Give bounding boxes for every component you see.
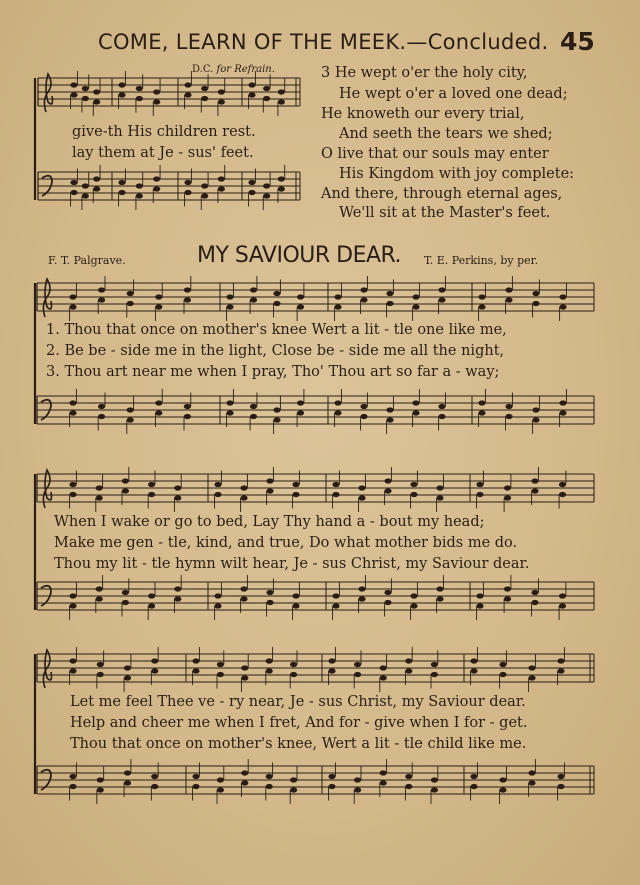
note-head bbox=[278, 186, 285, 191]
note-head bbox=[151, 668, 158, 673]
note-head bbox=[214, 482, 221, 487]
note-head bbox=[358, 596, 365, 601]
note-head bbox=[96, 586, 103, 591]
note-head bbox=[122, 600, 129, 605]
note-head bbox=[476, 482, 483, 487]
top-lyric-line: lay them at Je - sus' feet. bbox=[72, 145, 254, 161]
note-head bbox=[431, 672, 438, 677]
note-head bbox=[136, 193, 143, 198]
note-head bbox=[405, 784, 412, 789]
note-head bbox=[380, 665, 387, 670]
note-head bbox=[266, 658, 273, 663]
note-head bbox=[532, 407, 539, 412]
note-head bbox=[122, 590, 129, 595]
note-head bbox=[332, 603, 339, 608]
note-head bbox=[273, 407, 280, 412]
note-head bbox=[412, 400, 419, 405]
note-head bbox=[201, 193, 208, 198]
note-head bbox=[438, 297, 445, 302]
note-head bbox=[297, 304, 304, 309]
note-head bbox=[218, 89, 225, 94]
note-head bbox=[334, 400, 341, 405]
note-head bbox=[124, 675, 131, 680]
note-head bbox=[127, 301, 134, 306]
note-head bbox=[559, 492, 566, 497]
note-head bbox=[405, 668, 412, 673]
verse3-line: 3 He wept o'er the holy city, bbox=[321, 65, 528, 81]
note-head bbox=[531, 590, 538, 595]
note-head bbox=[410, 492, 417, 497]
note-head bbox=[248, 190, 255, 195]
note-head bbox=[184, 190, 191, 195]
note-head bbox=[174, 495, 181, 500]
note-head bbox=[240, 495, 247, 500]
note-head bbox=[248, 82, 255, 87]
note-head bbox=[217, 777, 224, 782]
note-head bbox=[263, 183, 270, 188]
note-head bbox=[250, 297, 257, 302]
note-head bbox=[384, 590, 391, 595]
note-head bbox=[266, 784, 273, 789]
verse3-line: He knoweth our every trial, bbox=[321, 106, 525, 122]
note-head bbox=[155, 410, 162, 415]
note-head bbox=[69, 482, 76, 487]
note-head bbox=[192, 784, 199, 789]
note-head bbox=[292, 482, 299, 487]
note-head bbox=[226, 410, 233, 415]
note-head bbox=[478, 400, 485, 405]
note-head bbox=[380, 780, 387, 785]
note-head bbox=[69, 658, 76, 663]
note-head bbox=[384, 478, 391, 483]
system1-lyric-line: 3. Thou art near me when I pray, Tho' Thou art so far a - way; bbox=[46, 364, 500, 380]
note-head bbox=[241, 665, 248, 670]
note-head bbox=[328, 774, 335, 779]
note-head bbox=[70, 82, 77, 87]
note-head bbox=[155, 400, 162, 405]
note-head bbox=[127, 291, 134, 296]
note-head bbox=[273, 301, 280, 306]
note-head bbox=[504, 485, 511, 490]
note-head bbox=[241, 675, 248, 680]
note-head bbox=[431, 787, 438, 792]
system1-lyric-line: 2. Be be - side me in the light, Close be - side me all the night, bbox=[46, 343, 505, 359]
note-head bbox=[124, 770, 131, 775]
note-head bbox=[118, 190, 125, 195]
note-head bbox=[136, 96, 143, 101]
note-head bbox=[478, 410, 485, 415]
note-head bbox=[122, 488, 129, 493]
note-head bbox=[153, 176, 160, 181]
note-head bbox=[278, 176, 285, 181]
note-head bbox=[354, 672, 361, 677]
note-head bbox=[266, 668, 273, 673]
note-head bbox=[297, 294, 304, 299]
note-head bbox=[69, 668, 76, 673]
note-head bbox=[153, 186, 160, 191]
note-head bbox=[184, 92, 191, 97]
note-head bbox=[505, 414, 512, 419]
note-head bbox=[386, 407, 393, 412]
note-head bbox=[360, 287, 367, 292]
note-head bbox=[386, 417, 393, 422]
note-head bbox=[557, 784, 564, 789]
note-head bbox=[148, 603, 155, 608]
note-head bbox=[69, 294, 76, 299]
note-head bbox=[436, 596, 443, 601]
note-head bbox=[250, 404, 257, 409]
note-head bbox=[127, 407, 134, 412]
note-head bbox=[476, 603, 483, 608]
note-head bbox=[226, 400, 233, 405]
note-head bbox=[290, 777, 297, 782]
note-head bbox=[184, 287, 191, 292]
note-head bbox=[559, 603, 566, 608]
note-head bbox=[557, 658, 564, 663]
note-head bbox=[69, 400, 76, 405]
note-head bbox=[148, 492, 155, 497]
note-head bbox=[70, 190, 77, 195]
note-head bbox=[380, 675, 387, 680]
note-head bbox=[410, 593, 417, 598]
note-head bbox=[118, 82, 125, 87]
note-head bbox=[155, 304, 162, 309]
note-head bbox=[412, 294, 419, 299]
note-head bbox=[98, 414, 105, 419]
page-title: COME, LEARN OF THE MEEK.—Concluded. bbox=[98, 30, 549, 54]
note-head bbox=[96, 485, 103, 490]
note-head bbox=[504, 586, 511, 591]
note-head bbox=[153, 99, 160, 104]
note-head bbox=[266, 488, 273, 493]
note-head bbox=[334, 294, 341, 299]
note-head bbox=[292, 492, 299, 497]
note-head bbox=[136, 183, 143, 188]
note-head bbox=[438, 404, 445, 409]
note-head bbox=[431, 777, 438, 782]
note-head bbox=[328, 668, 335, 673]
note-head bbox=[266, 774, 273, 779]
note-head bbox=[290, 662, 297, 667]
note-head bbox=[278, 99, 285, 104]
note-head bbox=[124, 665, 131, 670]
note-head bbox=[155, 294, 162, 299]
note-head bbox=[505, 404, 512, 409]
verse3-line: His Kingdom with joy complete: bbox=[339, 166, 575, 182]
note-head bbox=[532, 417, 539, 422]
note-head bbox=[499, 777, 506, 782]
note-head bbox=[470, 668, 477, 673]
note-head bbox=[218, 176, 225, 181]
note-head bbox=[386, 291, 393, 296]
verse3-line: And seeth the tears we shed; bbox=[339, 126, 553, 142]
note-head bbox=[118, 92, 125, 97]
note-head bbox=[410, 603, 417, 608]
note-head bbox=[98, 297, 105, 302]
note-head bbox=[412, 410, 419, 415]
note-head bbox=[69, 492, 76, 497]
system1-lyric-line: 1. Thou that once on mother's knee Wert a lit - tle one like me, bbox=[46, 322, 507, 338]
note-head bbox=[151, 658, 158, 663]
note-head bbox=[332, 492, 339, 497]
note-head bbox=[184, 297, 191, 302]
note-head bbox=[499, 662, 506, 667]
dc-text: for Refrain. bbox=[216, 64, 275, 75]
note-head bbox=[266, 478, 273, 483]
note-head bbox=[118, 180, 125, 185]
note-head bbox=[557, 668, 564, 673]
note-head bbox=[528, 780, 535, 785]
note-head bbox=[436, 495, 443, 500]
system3-lyric-line: Let me feel Thee ve - ry near, Je - sus Christ, my Saviour dear. bbox=[70, 694, 526, 710]
note-head bbox=[531, 488, 538, 493]
note-head bbox=[192, 658, 199, 663]
note-head bbox=[438, 414, 445, 419]
note-head bbox=[476, 593, 483, 598]
note-head bbox=[531, 600, 538, 605]
note-head bbox=[93, 176, 100, 181]
note-head bbox=[405, 774, 412, 779]
note-head bbox=[412, 304, 419, 309]
note-head bbox=[438, 287, 445, 292]
note-head bbox=[528, 675, 535, 680]
verse3-line: He wept o'er a loved one dead; bbox=[339, 86, 568, 102]
note-head bbox=[151, 784, 158, 789]
note-head bbox=[384, 600, 391, 605]
note-head bbox=[557, 774, 564, 779]
note-head bbox=[380, 770, 387, 775]
note-head bbox=[93, 89, 100, 94]
note-head bbox=[127, 417, 134, 422]
note-head bbox=[263, 193, 270, 198]
note-head bbox=[384, 488, 391, 493]
note-head bbox=[436, 485, 443, 490]
note-head bbox=[292, 593, 299, 598]
note-head bbox=[97, 672, 104, 677]
note-head bbox=[499, 787, 506, 792]
note-head bbox=[174, 586, 181, 591]
note-head bbox=[358, 495, 365, 500]
note-head bbox=[174, 596, 181, 601]
note-head bbox=[334, 304, 341, 309]
note-head bbox=[184, 180, 191, 185]
note-head bbox=[70, 92, 77, 97]
hymn-title: MY SAVIOUR DEAR. bbox=[197, 243, 402, 268]
note-head bbox=[360, 297, 367, 302]
note-head bbox=[559, 482, 566, 487]
note-head bbox=[214, 593, 221, 598]
note-head bbox=[192, 668, 199, 673]
author-credit: F. T. Palgrave. bbox=[48, 254, 126, 267]
note-head bbox=[97, 777, 104, 782]
note-head bbox=[250, 287, 257, 292]
note-head bbox=[476, 492, 483, 497]
note-head bbox=[470, 784, 477, 789]
note-head bbox=[263, 86, 270, 91]
system2-lyric-line: When I wake or go to bed, Lay Thy hand a - bout my head; bbox=[54, 514, 485, 530]
note-head bbox=[218, 186, 225, 191]
note-head bbox=[248, 92, 255, 97]
note-head bbox=[240, 586, 247, 591]
note-head bbox=[528, 770, 535, 775]
note-head bbox=[82, 86, 89, 91]
note-head bbox=[332, 593, 339, 598]
note-head bbox=[478, 294, 485, 299]
note-head bbox=[93, 186, 100, 191]
note-head bbox=[505, 297, 512, 302]
composer-credit: T. E. Perkins, by per. bbox=[424, 254, 539, 267]
page-number: 45 bbox=[560, 27, 595, 56]
note-head bbox=[328, 784, 335, 789]
note-head bbox=[96, 495, 103, 500]
note-head bbox=[478, 304, 485, 309]
note-head bbox=[273, 291, 280, 296]
note-head bbox=[226, 294, 233, 299]
note-head bbox=[153, 89, 160, 94]
verse3-line: We'll sit at the Master's feet. bbox=[339, 205, 551, 221]
note-head bbox=[297, 400, 304, 405]
note-head bbox=[124, 780, 131, 785]
note-head bbox=[354, 787, 361, 792]
note-head bbox=[192, 774, 199, 779]
note-head bbox=[504, 495, 511, 500]
note-head bbox=[559, 304, 566, 309]
note-head bbox=[148, 593, 155, 598]
note-head bbox=[98, 287, 105, 292]
note-head bbox=[360, 414, 367, 419]
note-head bbox=[250, 414, 257, 419]
note-head bbox=[559, 294, 566, 299]
note-head bbox=[532, 301, 539, 306]
note-head bbox=[241, 780, 248, 785]
note-head bbox=[328, 658, 335, 663]
note-head bbox=[559, 410, 566, 415]
note-head bbox=[240, 596, 247, 601]
note-head bbox=[278, 89, 285, 94]
note-head bbox=[148, 482, 155, 487]
note-head bbox=[214, 603, 221, 608]
note-head bbox=[136, 86, 143, 91]
note-head bbox=[97, 662, 104, 667]
note-head bbox=[436, 586, 443, 591]
note-head bbox=[410, 482, 417, 487]
note-head bbox=[470, 658, 477, 663]
note-head bbox=[358, 586, 365, 591]
note-head bbox=[470, 774, 477, 779]
note-head bbox=[499, 672, 506, 677]
note-head bbox=[528, 665, 535, 670]
note-head bbox=[290, 672, 297, 677]
note-head bbox=[290, 787, 297, 792]
note-head bbox=[273, 417, 280, 422]
note-head bbox=[248, 180, 255, 185]
note-head bbox=[360, 404, 367, 409]
note-head bbox=[266, 600, 273, 605]
note-head bbox=[292, 603, 299, 608]
note-head bbox=[240, 485, 247, 490]
note-head bbox=[97, 787, 104, 792]
note-head bbox=[531, 478, 538, 483]
note-head bbox=[226, 304, 233, 309]
verse3-line: O live that our souls may enter bbox=[321, 146, 549, 162]
note-head bbox=[93, 99, 100, 104]
note-head bbox=[266, 590, 273, 595]
note-head bbox=[174, 485, 181, 490]
dc-refrain-marking bbox=[192, 64, 275, 75]
note-head bbox=[354, 777, 361, 782]
note-head bbox=[431, 662, 438, 667]
note-head bbox=[217, 672, 224, 677]
note-head bbox=[405, 658, 412, 663]
note-head bbox=[217, 662, 224, 667]
note-head bbox=[69, 774, 76, 779]
top-lyric-line: give-th His children rest. bbox=[72, 124, 256, 140]
system2-lyric-line: Thou my lit - tle hymn wilt hear, Je - sus Christ, my Saviour dear. bbox=[54, 556, 530, 572]
note-head bbox=[69, 410, 76, 415]
note-head bbox=[184, 414, 191, 419]
note-head bbox=[69, 304, 76, 309]
note-head bbox=[82, 96, 89, 101]
note-head bbox=[69, 593, 76, 598]
note-head bbox=[354, 662, 361, 667]
note-head bbox=[334, 410, 341, 415]
system2-lyric-line: Make me gen - tle, kind, and true, Do what mother bids me do. bbox=[54, 535, 518, 551]
note-head bbox=[505, 287, 512, 292]
note-head bbox=[151, 774, 158, 779]
system3-lyric-line: Help and cheer me when I fret, And for - give when I for - get. bbox=[70, 715, 528, 731]
note-head bbox=[218, 99, 225, 104]
note-head bbox=[69, 784, 76, 789]
note-head bbox=[214, 492, 221, 497]
note-head bbox=[559, 593, 566, 598]
note-head bbox=[217, 787, 224, 792]
note-head bbox=[241, 770, 248, 775]
dc-prefix: D.C. bbox=[192, 64, 214, 75]
system3-lyric-line: Thou that once on mother's knee, Wert a lit - tle child like me. bbox=[70, 736, 527, 752]
note-head bbox=[201, 96, 208, 101]
note-head bbox=[532, 291, 539, 296]
note-head bbox=[98, 404, 105, 409]
note-head bbox=[69, 603, 76, 608]
verse3-line: And there, through eternal ages, bbox=[321, 186, 563, 202]
note-head bbox=[70, 180, 77, 185]
note-head bbox=[559, 400, 566, 405]
note-head bbox=[297, 410, 304, 415]
note-head bbox=[263, 96, 270, 101]
note-head bbox=[96, 596, 103, 601]
note-head bbox=[201, 183, 208, 188]
note-head bbox=[504, 596, 511, 601]
note-head bbox=[184, 404, 191, 409]
note-head bbox=[201, 86, 208, 91]
note-head bbox=[386, 301, 393, 306]
note-head bbox=[358, 485, 365, 490]
note-head bbox=[122, 478, 129, 483]
note-head bbox=[332, 482, 339, 487]
note-head bbox=[82, 193, 89, 198]
note-head bbox=[82, 183, 89, 188]
note-head bbox=[184, 82, 191, 87]
